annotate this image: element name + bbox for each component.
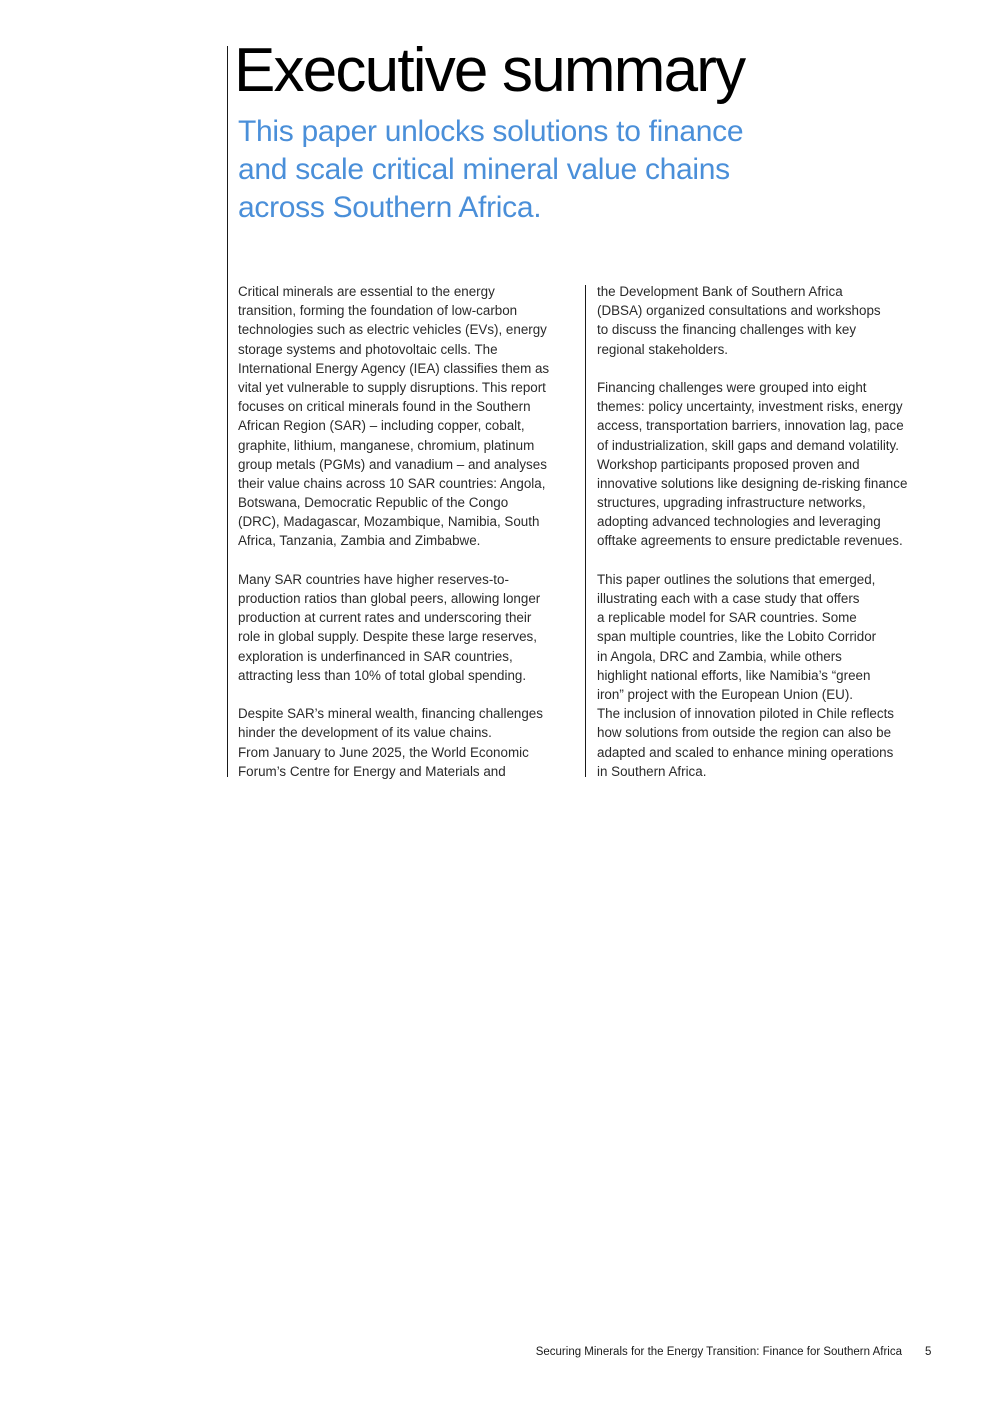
paragraph-gap bbox=[597, 551, 942, 570]
paragraph-gap bbox=[238, 551, 578, 570]
text-line: themes: policy uncertainty, investment risks, energy bbox=[597, 399, 903, 415]
text-line: of industrialization, skill gaps and demand volatility. bbox=[597, 437, 899, 453]
page-title: Executive summary bbox=[234, 36, 745, 105]
text-line: focuses on critical minerals found in the Southern bbox=[238, 399, 531, 415]
text-line: transition, forming the foundation of low-carbon bbox=[238, 303, 518, 319]
text-line: Botswana, Democratic Republic of the Congo bbox=[238, 495, 509, 511]
text-line: innovative solutions like designing de-risking finance bbox=[597, 475, 908, 491]
paragraph-financing bbox=[238, 704, 578, 781]
paragraph-gap bbox=[238, 685, 578, 704]
subtitle-line: and scale critical mineral value chains bbox=[238, 153, 730, 186]
footer-report-title: Securing Minerals for the Energy Transition: bbox=[535, 1346, 760, 1358]
text-line: Africa, Tanzania, Zambia and Zimbabwe. bbox=[238, 533, 481, 549]
text-line: structures, upgrading infrastructure networks, bbox=[597, 495, 866, 511]
text-line: Many SAR countries have higher reserves-to- bbox=[238, 571, 509, 587]
text-line: in Southern Africa. bbox=[597, 763, 707, 779]
text-line: International Energy Agency (IEA) classifies them as bbox=[238, 360, 550, 376]
paragraph-gap bbox=[597, 359, 942, 378]
text-line: (DRC), Madagascar, Mozambique, Namibia, South bbox=[238, 514, 540, 530]
text-line: exploration is underfinanced in SAR countries, bbox=[238, 648, 513, 664]
paragraph-dbsa bbox=[597, 282, 942, 359]
text-line: The inclusion of innovation piloted in Chile reflects bbox=[597, 706, 894, 722]
text-line: span multiple countries, like the Lobito Corridor bbox=[597, 629, 877, 645]
column-divider bbox=[585, 285, 586, 777]
text-line: Financing challenges were grouped into eight bbox=[597, 379, 867, 395]
text-line: regional stakeholders. bbox=[597, 341, 729, 357]
text-line: in Angola, DRC and Zambia, while others bbox=[597, 648, 842, 664]
text-line: the Development Bank of Southern Africa bbox=[597, 284, 843, 299]
text-line: iron” project with the European Union (EU). bbox=[597, 686, 854, 702]
body-column-left bbox=[238, 282, 578, 781]
text-line: From January to June 2025, the World Economic bbox=[238, 744, 529, 760]
text-line: hinder the development of its value chains. bbox=[238, 725, 492, 741]
text-line: to discuss the financing challenges with key bbox=[597, 322, 857, 338]
text-line: (DBSA) organized consultations and workshops bbox=[597, 303, 881, 319]
text-line: African Region (SAR) – including copper, cobalt, bbox=[238, 418, 525, 434]
text-line: production ratios than global peers, allowing longer bbox=[238, 591, 541, 606]
text-line: storage systems and photovoltaic cells. The bbox=[238, 341, 498, 357]
text-line: Forum’s Centre for Energy and Materials and bbox=[238, 763, 506, 779]
text-line: adapted and scaled to enhance mining operations bbox=[597, 744, 894, 760]
subtitle-line: This paper unlocks solutions to finance bbox=[238, 115, 744, 148]
text-line: adopting advanced technologies and leveraging bbox=[597, 514, 881, 530]
text-line: group metals (PGMs) and vanadium – and analyses bbox=[238, 456, 547, 472]
title-vertical-rule bbox=[227, 46, 228, 777]
footer-report-subtitle: Finance for Southern Africa bbox=[762, 1346, 902, 1358]
page-subtitle bbox=[238, 113, 838, 227]
text-line: highlight national efforts, like Namibia’s “green bbox=[597, 667, 871, 683]
text-line: Despite SAR’s mineral wealth, financing challenges bbox=[238, 706, 543, 722]
text-line: technologies such as electric vehicles (EVs), energy bbox=[238, 322, 547, 338]
page-number: 5 bbox=[925, 1346, 932, 1358]
paragraph-intro bbox=[238, 282, 578, 551]
text-line: offtake agreements to ensure predictable revenues. bbox=[597, 533, 903, 549]
text-line: This paper outlines the solutions that emerged, bbox=[597, 571, 876, 587]
text-line: attracting less than 10% of total global spending. bbox=[238, 667, 527, 683]
text-line: graphite, lithium, manganese, chromium, platinum bbox=[238, 437, 535, 453]
text-line: Critical minerals are essential to the energy bbox=[238, 284, 495, 299]
text-line: a replicable model for SAR countries. Some bbox=[597, 610, 857, 626]
text-line: how solutions from outside the region can also be bbox=[597, 725, 892, 741]
text-line: production at current rates and underscoring their bbox=[238, 610, 532, 626]
paragraph-solutions bbox=[597, 570, 942, 781]
text-line: illustrating each with a case study that offers bbox=[597, 591, 860, 606]
text-line: vital yet vulnerable to supply disruptions. This report bbox=[238, 379, 546, 395]
paragraph-reserves bbox=[238, 570, 578, 685]
text-line: their value chains across 10 SAR countries: Angola, bbox=[238, 475, 546, 491]
subtitle-line: across Southern Africa. bbox=[238, 191, 542, 224]
page-footer bbox=[536, 1346, 902, 1358]
text-line: Workshop participants proposed proven and bbox=[597, 456, 860, 472]
text-line: access, transportation barriers, innovation lag, pace bbox=[597, 418, 904, 434]
body-column-right bbox=[597, 282, 942, 781]
text-line: role in global supply. Despite these large reserves, bbox=[238, 629, 537, 645]
paragraph-challenges bbox=[597, 378, 942, 551]
